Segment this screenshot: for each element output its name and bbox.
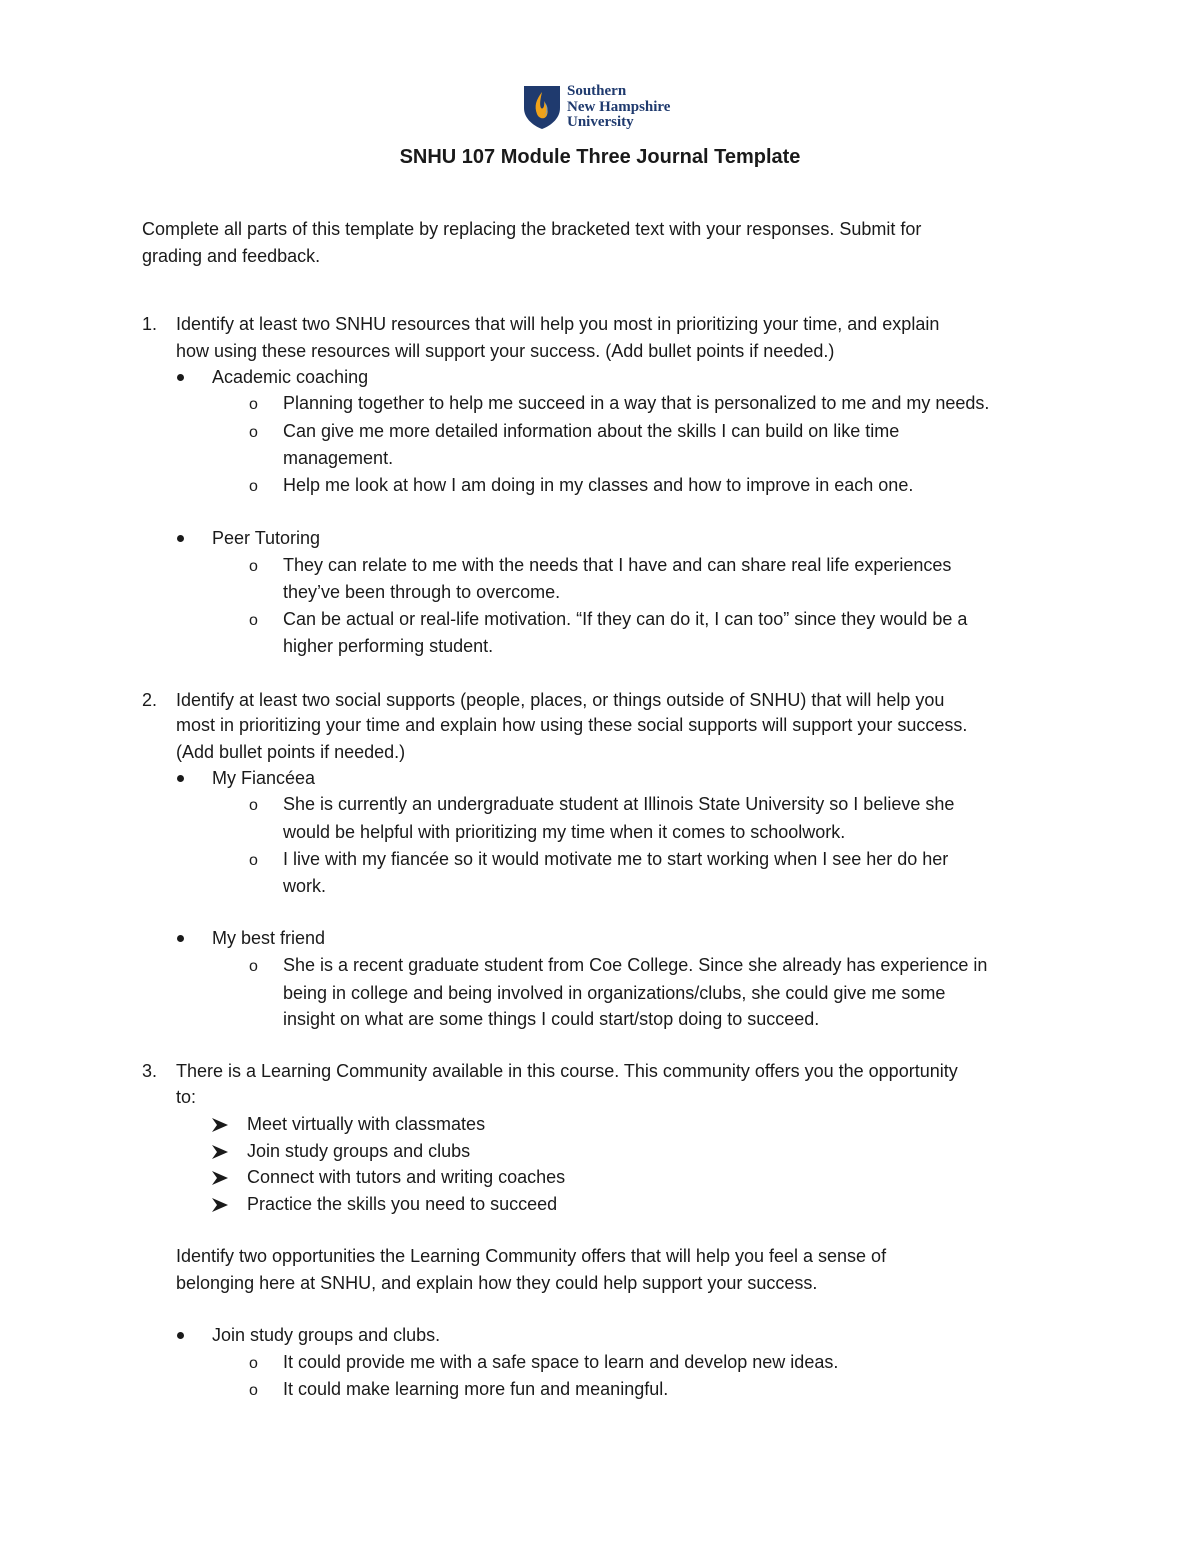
sub-bullet: o xyxy=(249,852,258,869)
snhu-logo xyxy=(522,84,722,134)
q1-item1-sub2-line-2: management. xyxy=(283,448,394,468)
q2-item1-sub2-line-2: work. xyxy=(283,876,327,896)
q1-prompt-line-1: Identify at least two SNHU resources that will help you most in prioritizing your time, and explain xyxy=(176,314,940,334)
q1-item1-sub2-line-1: Can give me more detailed information about the skills I can build on like time xyxy=(283,421,900,441)
q2-item1-sub1-line-1: She is currently an undergraduate student at Illinois State University so I believe she xyxy=(283,794,955,814)
shield-flame-icon xyxy=(522,84,562,130)
sub-bullet: o xyxy=(249,1355,258,1372)
sub-bullet: o xyxy=(249,424,258,441)
q2-prompt-line-1: Identify at least two social supports (people, places, or things outside of SNHU) that will help you xyxy=(176,690,945,710)
q3-followup-line-2: belonging here at SNHU, and explain how they could help support your success. xyxy=(176,1273,818,1293)
bullet-dot xyxy=(177,935,184,942)
q2-item2-label: My best friend xyxy=(212,928,326,948)
q3-item1-sub2: It could make learning more fun and meaningful. xyxy=(283,1379,669,1399)
q2-prompt-line-3: (Add bullet points if needed.) xyxy=(176,742,406,762)
q1-item1-label: Academic coaching xyxy=(212,367,369,387)
sub-bullet: o xyxy=(249,797,258,814)
bullet-dot xyxy=(177,535,184,542)
q2-item2-sub1-line-1: She is a recent graduate student from Coe College. Since she already has experience in xyxy=(283,955,988,975)
q3-followup-line-1: Identify two opportunities the Learning Community offers that will help you feel a sense of xyxy=(176,1246,887,1266)
logo-wordmark xyxy=(567,84,670,131)
q2-item1-sub1-line-2: would be helpful with prioritizing my time when it comes to schoolwork. xyxy=(283,822,846,842)
arrow-bullet-icon xyxy=(211,1170,229,1186)
sub-bullet: o xyxy=(249,558,258,575)
q3-prompt-line-1: There is a Learning Community available in this course. This community offers you the opportunity xyxy=(176,1061,958,1081)
q1-item2-sub2-line-2: higher performing student. xyxy=(283,636,494,656)
q3-opportunity-1: Meet virtually with classmates xyxy=(247,1114,486,1134)
intro-line-2: grading and feedback. xyxy=(142,246,321,266)
bullet-dot xyxy=(177,1332,184,1339)
sub-bullet: o xyxy=(249,1382,258,1399)
q3-prompt-line-2: to: xyxy=(176,1087,197,1107)
q3-item1-sub1: It could provide me with a safe space to learn and develop new ideas. xyxy=(283,1352,839,1372)
q3-item1-label: Join study groups and clubs. xyxy=(212,1325,441,1345)
q3-number: 3. xyxy=(142,1061,158,1081)
q1-item2-sub1-line-1: They can relate to me with the needs that I have and can share real life experiences xyxy=(283,555,952,575)
arrow-bullet-icon xyxy=(211,1117,229,1133)
q1-item2-label: Peer Tutoring xyxy=(212,528,321,548)
sub-bullet: o xyxy=(249,958,258,975)
sub-bullet: o xyxy=(249,612,258,629)
sub-bullet: o xyxy=(249,478,258,495)
logo-line-1: Southern xyxy=(567,83,627,99)
q1-number: 1. xyxy=(142,314,158,334)
q2-item2-sub1-line-3: insight on what are some things I could start/stop doing to succeed. xyxy=(283,1009,820,1029)
q1-item1-sub3: Help me look at how I am doing in my classes and how to improve in each one. xyxy=(283,475,914,495)
bullet-dot xyxy=(177,374,184,381)
q3-opportunity-3: Connect with tutors and writing coaches xyxy=(247,1167,566,1187)
q2-item1-label: My Fiancéea xyxy=(212,768,316,788)
document-title: SNHU 107 Module Three Journal Template xyxy=(399,146,801,168)
q3-opportunity-2: Join study groups and clubs xyxy=(247,1141,471,1161)
q2-prompt-line-2: most in prioritizing your time and explain how using these social supports will support your success. xyxy=(176,715,968,735)
q2-item2-sub1-line-2: being in college and being involved in organizations/clubs, she could give me some xyxy=(283,983,946,1003)
q2-item1-sub2-line-1: I live with my fiancée so it would motivate me to start working when I see her do her xyxy=(283,849,949,869)
q1-item1-sub1: Planning together to help me succeed in a way that is personalized to me and my needs. xyxy=(283,393,990,413)
bullet-dot xyxy=(177,775,184,782)
q1-prompt-line-2: how using these resources will support your success. (Add bullet points if needed.) xyxy=(176,341,835,361)
q2-number: 2. xyxy=(142,690,158,710)
arrow-bullet-icon xyxy=(211,1197,229,1213)
q1-item2-sub2-line-1: Can be actual or real-life motivation. “If they can do it, I can too” since they would be a xyxy=(283,609,968,629)
sub-bullet: o xyxy=(249,396,258,413)
arrow-bullet-icon xyxy=(211,1144,229,1160)
logo-line-3: University xyxy=(567,114,634,130)
logo-line-2: New Hampshire xyxy=(567,98,671,115)
intro-line-1: Complete all parts of this template by replacing the bracketed text with your responses. Submit for xyxy=(142,219,922,239)
q3-opportunity-4: Practice the skills you need to succeed xyxy=(247,1194,558,1214)
q1-item2-sub1-line-2: they’ve been through to overcome. xyxy=(283,582,561,602)
